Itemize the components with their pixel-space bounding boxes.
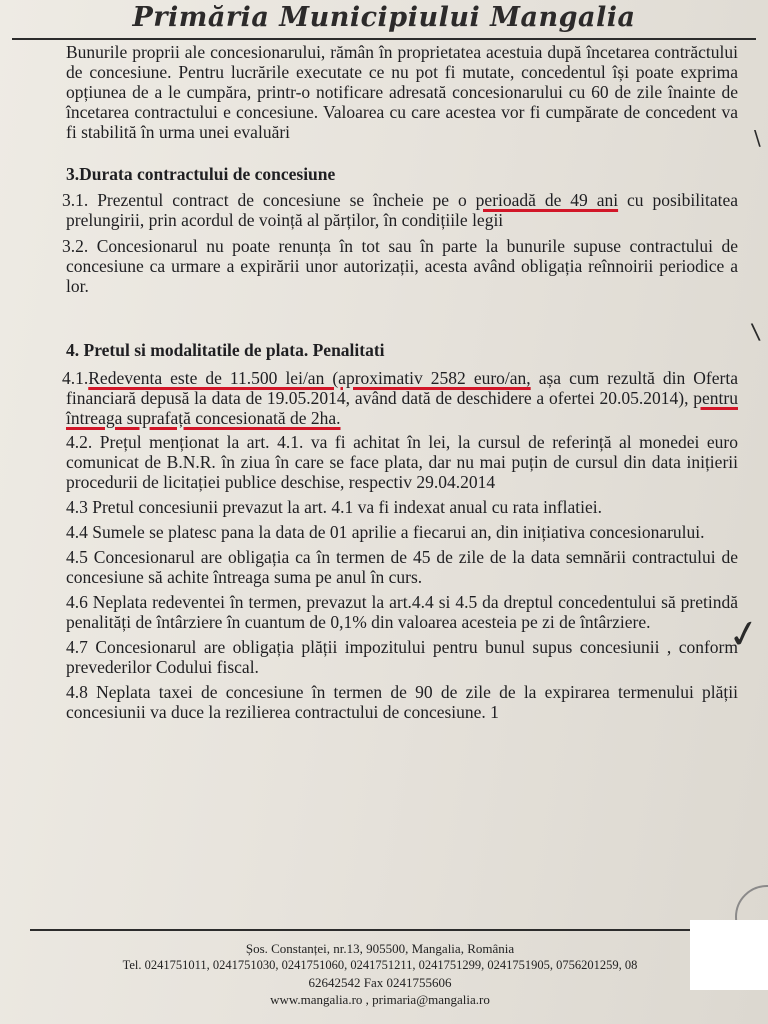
- intro-paragraph: Bunurile proprii ale concesionarului, rămân în proprietatea acestuia după încetarea contrăctului de concesiune. Pentru lucrările executate ce nu pot fi mutate, concedentul își poate exprima opțiunea de a le cumpăra, printr-o notificare adresată concesionarului cu 60 de zile înainte de încetarea contractului e concesiune. Valoarea cu care acestea vor fi cumpărate de concedent va fi stabilită în urma unei evaluări: [66, 42, 738, 142]
- clause-3-1: [62, 190, 738, 230]
- document-body: [62, 42, 738, 722]
- clause-3-1-text-b: cu posibilitatea prelungirii, prin acordul de voință al părților, în condițiile legii: [66, 190, 738, 230]
- section-3-heading: 3.Durata contractului de concesiune: [66, 164, 336, 184]
- clause-4-6: 4.6 Neplata redeventei în termen, prevazut la art.4.4 si 4.5 da dreptul concedentului să pretindă penalități de întârziere în cuantum de 0,1% din valoarea acesteia pe zi de întârziere.: [66, 592, 738, 632]
- clause-4-8: 4.8 Neplata taxei de concesiune în termen de 90 de zile de la expirarea termenului plății concesiunii va duce la rezilierea contractului de concesiune. 1: [66, 682, 738, 722]
- margin-tick-mark-2: \: [754, 126, 761, 150]
- clause-3-1-text-a: Prezentul contract de concesiune se încheie pe o: [97, 190, 476, 210]
- clause-4-1-text: așa cum rezultă din Oferta financiară depusă la data de 19.05.2014, având dată de deschidere a ofertei 20.05.2014),: [66, 368, 738, 408]
- clause-4-1-underlined-area: pentru întreaga suprafață concesionată de 2ha.: [66, 388, 738, 428]
- clause-4-3: 4.3 Pretul concesiunii prevazut la art. 4.1 va fi indexat anual cu rata inflatiei.: [66, 497, 602, 517]
- footer-address: Șos. Constanței, nr.13, 905500, Mangalia, România: [245, 941, 515, 956]
- clause-4-2: 4.2. Prețul menționat la art. 4.1. va fi achitat în lei, la cursul de referință al monedei euro comunicat de B.N.R. în ziua în care se face plata, dar nu mai puțin de cursul din data inițierii procedurii de licitației publice deschise, respectiv 29.04.2014: [66, 432, 738, 492]
- redaction-box: [690, 920, 768, 990]
- footer-website-email: www.mangalia.ro , primaria@mangalia.ro: [270, 992, 490, 1007]
- margin-tick-mark: \: [750, 319, 762, 346]
- clause-4-1: [62, 368, 738, 428]
- clause-4-1-number: 4.1.: [62, 368, 89, 388]
- section-4-heading: 4. Pretul si modalitatile de plata. Penalitati: [66, 340, 385, 360]
- clause-4-7: 4.7 Concesionarul are obligația plății impozitului pentru bunul supus concesiunii , conform prevederilor Codului fiscal.: [66, 637, 738, 677]
- footer-divider: [30, 929, 730, 931]
- clause-3-2-number: 3.2.: [62, 236, 89, 256]
- clause-4-4: 4.4 Sumele se platesc pana la data de 01 aprilie a fiecarui an, din inițiativa concesionarului.: [66, 522, 705, 542]
- clause-3-1-underlined: perioadă de 49 ani: [475, 190, 619, 210]
- clause-3-2: [62, 236, 738, 296]
- clause-4-1-underlined-amount: Redeventa este de 11.500 lei/an (aproximativ 2582 euro/an,: [88, 368, 531, 388]
- clause-3-1-number: 3.1.: [62, 190, 89, 210]
- letterhead-title: Primăria Municipiului Mangalia: [132, 2, 636, 33]
- clause-3-2-text: Concesionarul nu poate renunța în tot sau în parte la bunurile supuse contractului de concesiune ca urmare a expirării unor autorizații, acesta având obligația reînnoirii periodice a lor.: [66, 236, 738, 296]
- handwritten-checkmark: ✓: [724, 609, 764, 659]
- letterhead-footer: [30, 940, 730, 1008]
- footer-phone-numbers: Tel. 0241751011, 0241751030, 0241751060, 0241751211, 0241751299, 0241751905, 0756201259, 08: [122, 958, 638, 972]
- clause-4-5: 4.5 Concesionarul are obligația ca în termen de 45 de zile de la data semnării contractului de concesiune să achite întreaga suma pe anul în curs.: [66, 547, 738, 587]
- footer-fax: 62642542 Fax 0241755606: [308, 975, 452, 990]
- letterhead-divider: [12, 38, 756, 40]
